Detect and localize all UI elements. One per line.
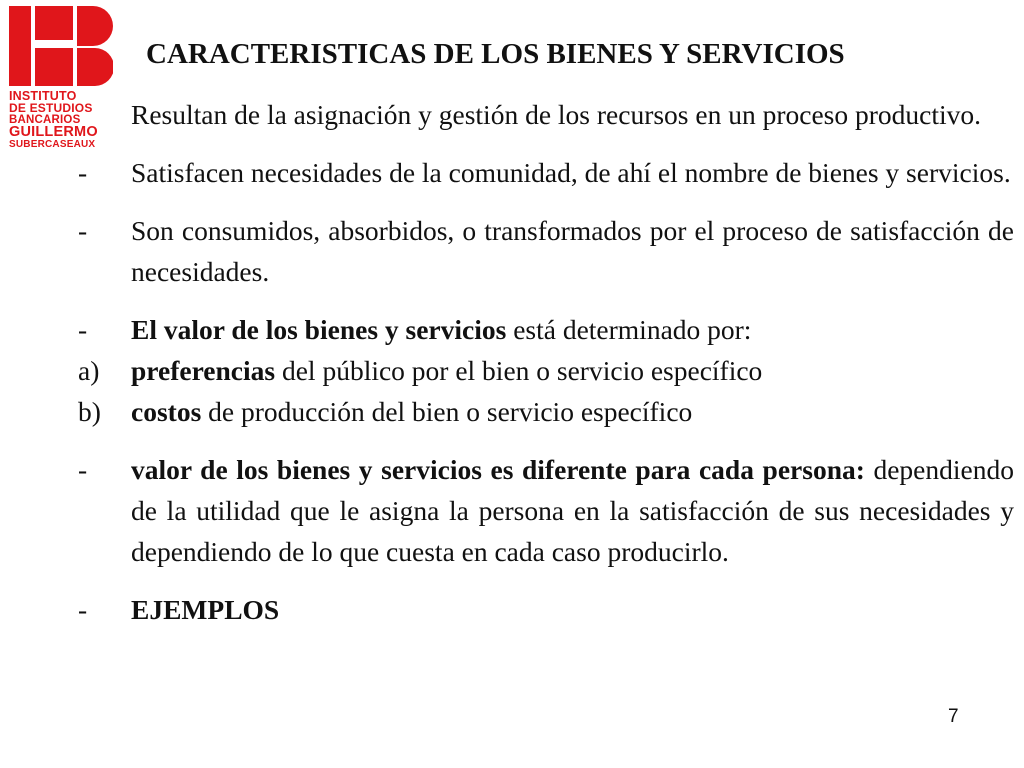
sub-item-a-bold: preferencias [131, 355, 276, 386]
sub-item-a-text: del público por el bien o servicio específico [275, 355, 763, 386]
bullet-5-bold: valor de los bienes y servicios es diferente para cada persona: [131, 454, 865, 485]
logo-line-5: SUBERCASEAUX [9, 139, 96, 150]
bullet-3 [78, 210, 1014, 292]
logo-mark-icon [9, 6, 113, 88]
logo-line-1: INSTITUTO [9, 89, 77, 103]
logo-line-3: BANCARIOS [9, 114, 81, 126]
bullet-4-text: está determinado por: [506, 314, 752, 345]
sub-item-b-marker: b) [78, 396, 101, 427]
bullet-5-marker: - [78, 454, 88, 485]
bullet-6 [78, 589, 1014, 630]
sub-item-b [78, 391, 1014, 432]
bullet-2-marker: - [78, 157, 88, 188]
bullet-5 [78, 449, 1014, 572]
bullet-6-bold: EJEMPLOS [131, 594, 280, 625]
bullet-1-text: Resultan de la asignación y gestión de los recursos en un proceso productivo. [131, 99, 982, 130]
sub-item-a-marker: a) [78, 355, 100, 386]
bullet-3-text: Son consumidos, absorbidos, o transformados por el proceso de satisfacción de necesidades. [131, 215, 1014, 287]
bullet-2 [78, 152, 1014, 193]
bullet-3-marker: - [78, 215, 88, 246]
slide-body [78, 94, 1014, 630]
bullet-1 [78, 94, 1014, 135]
bullet-6-marker: - [78, 594, 88, 625]
bullet-2-text: Satisfacen necesidades de la comunidad, de ahí el nombre de bienes y servicios. [131, 157, 1011, 188]
logo-line-2: DE ESTUDIOS [9, 101, 93, 115]
bullet-4-marker: - [78, 314, 88, 345]
logo-line-4: GUILLERMO [9, 124, 98, 140]
slide-title: CARACTERISTICAS DE LOS BIENES Y SERVICIOS [146, 38, 845, 70]
bullet-4 [78, 309, 1014, 350]
sub-item-a [78, 350, 1014, 391]
page-number: 7 [948, 706, 959, 727]
bullet-4-bold: El valor de los bienes y servicios [131, 314, 507, 345]
bullet-5-text: dependiendo de la utilidad que le asigna la persona en la satisfacción de sus necesidades y dependiendo de lo que cuesta en cada caso producirlo. [131, 454, 1014, 567]
sub-item-b-text: de producción del bien o servicio específico [201, 396, 693, 427]
sub-item-b-bold: costos [131, 396, 202, 427]
